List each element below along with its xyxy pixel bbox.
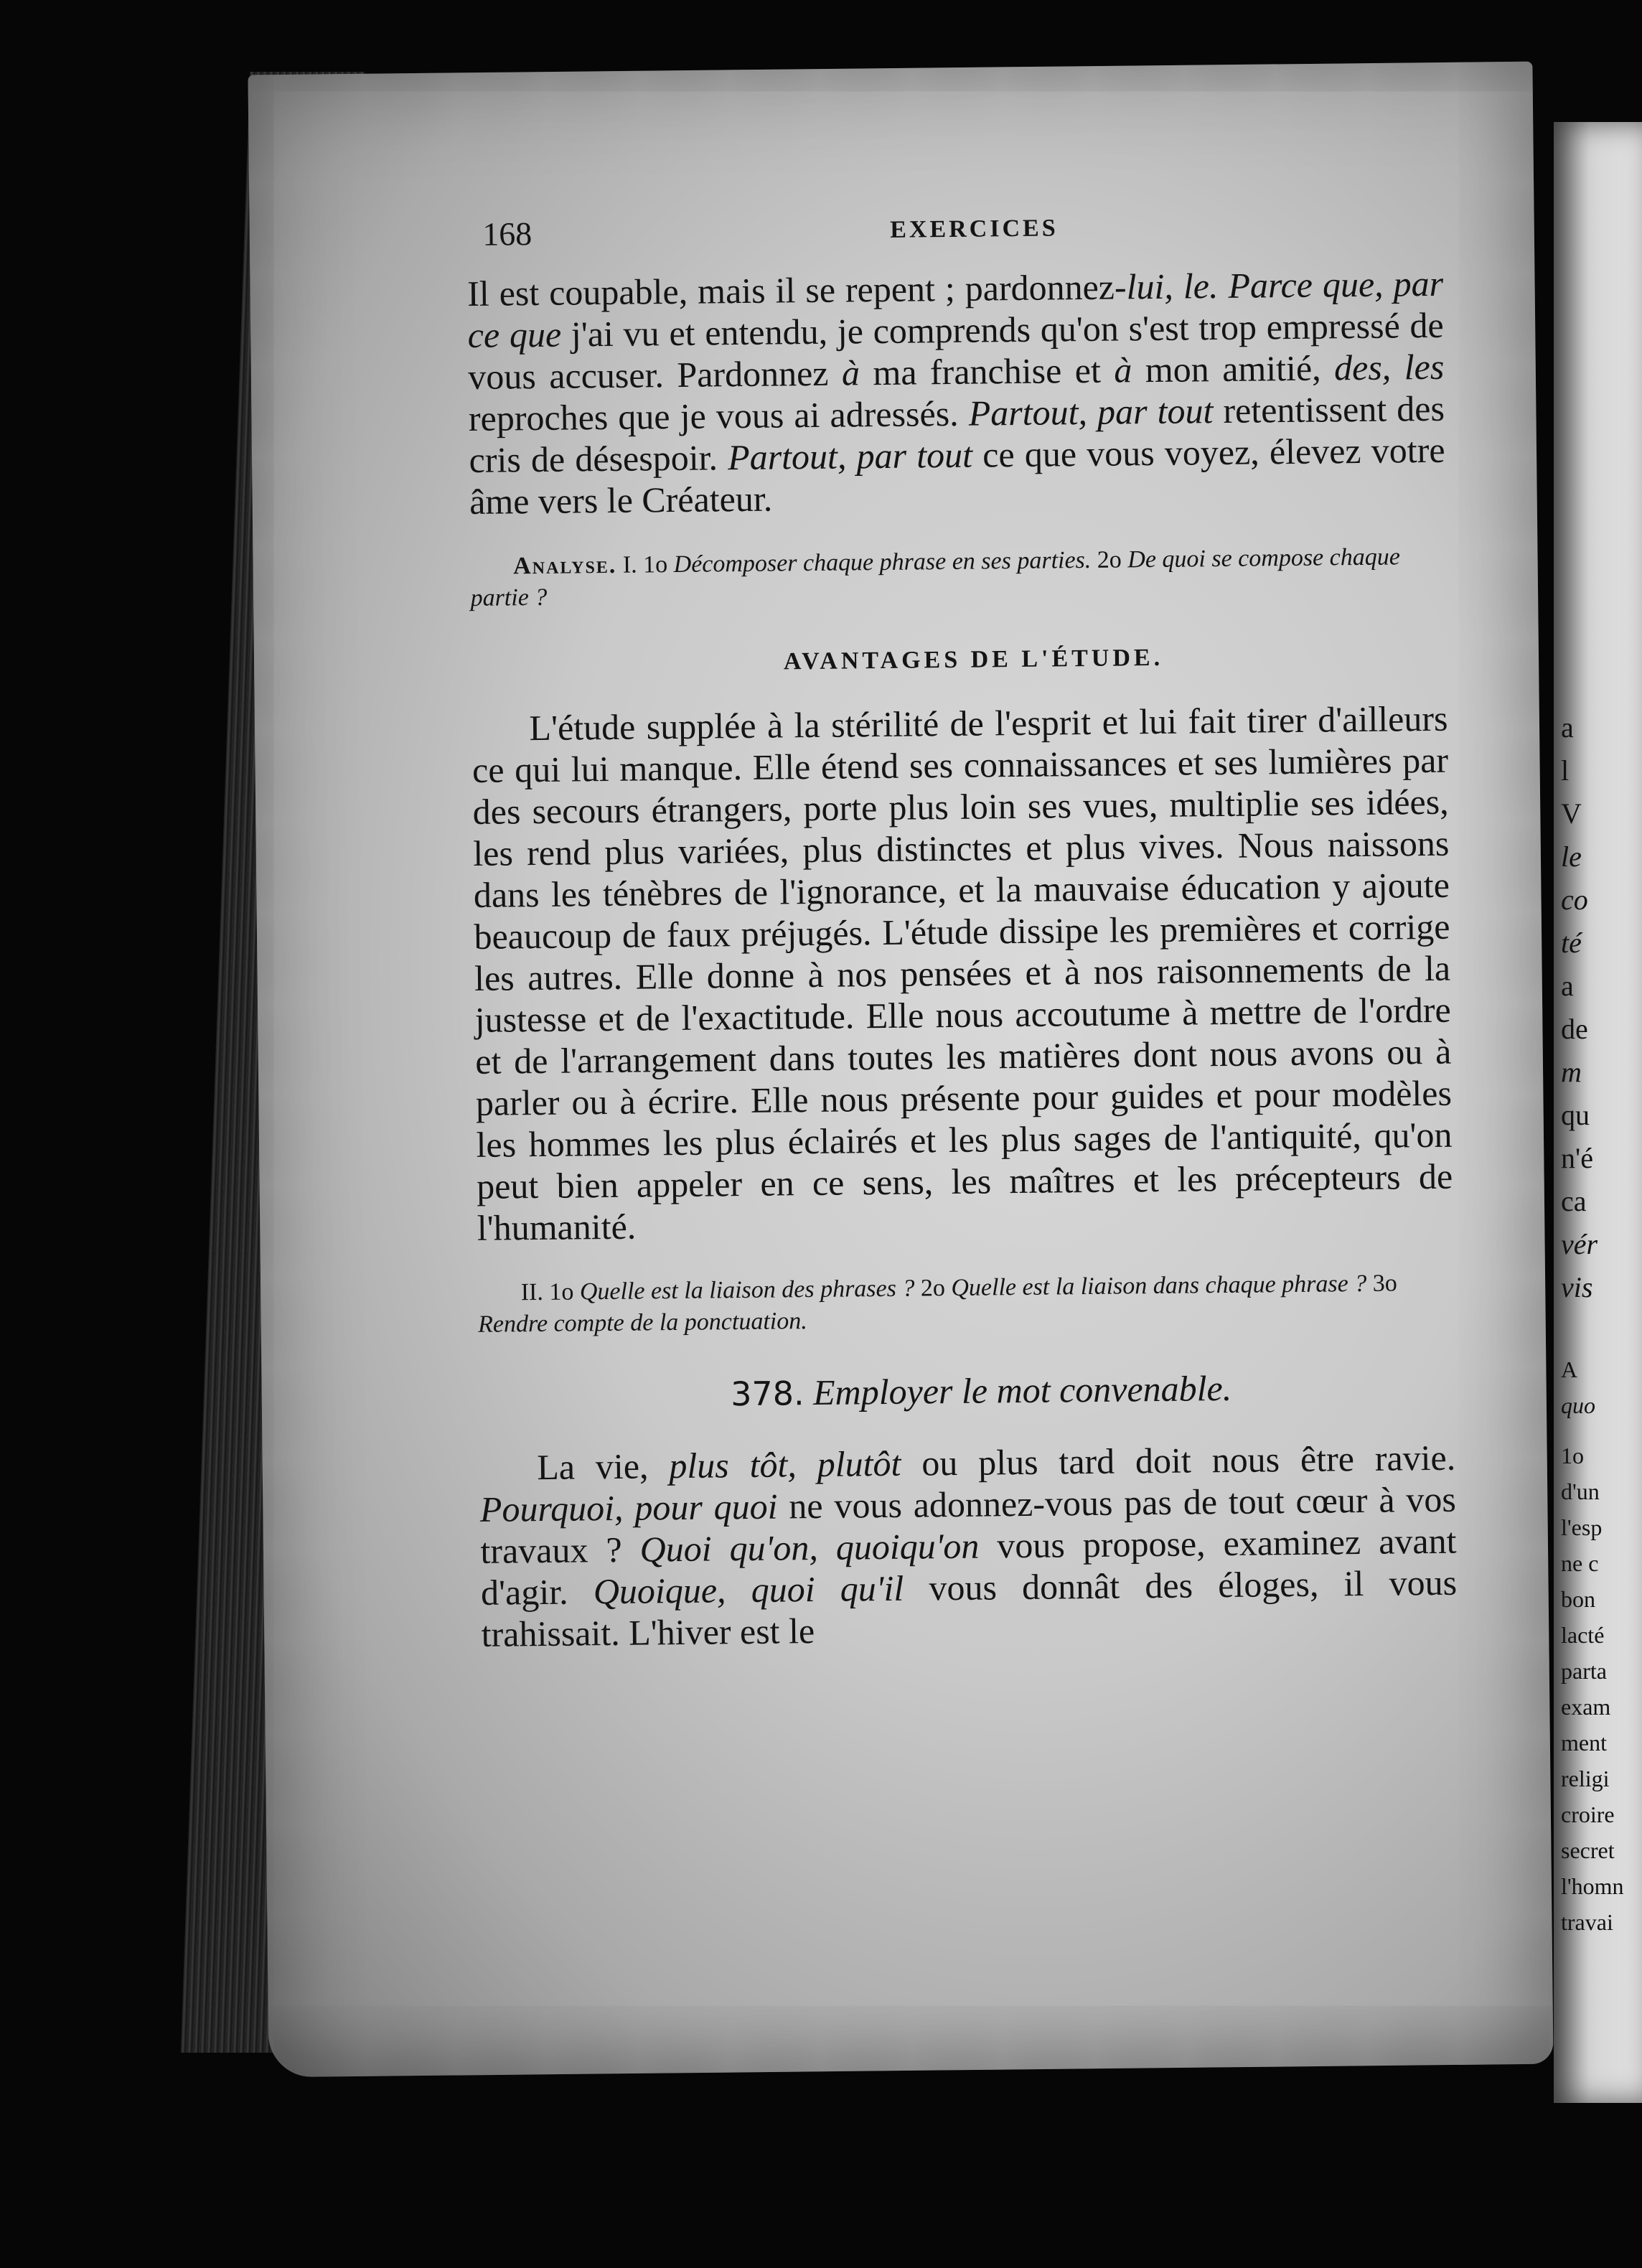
facing-fragment: l'homn [1561, 1873, 1624, 1899]
facing-fragment: l'esp [1561, 1514, 1603, 1540]
facing-fragment: co [1561, 884, 1588, 916]
exercise-number: 378. [730, 1374, 804, 1414]
study-paragraph: L'étude supplée à la stérilité de l'esprit et lui fait tirer d'ailleurs ce qui lui manque. Elle étend ses connaissances et ses lumières par des secours étrangers, porte plus loin ses vues, multiplie ses idées, les rend plus variées, plus distinctes et plus vives. Nous naissons dans les ténèbres de l'ignorance, et la mauvaise éducation y ajoute beaucoup de faux préjugés. L'étude dissipe les premières et corrige les autres. Elle donne à nos pensées et à nos raisonnements de la justesse et de l'exactitude. Elle nous accoutume à mettre de l'ordre et de l'arrangement dans toutes les matières dont nous avons ou à parler ou à écrire. Elle nous présente pour guides et pour modèles les hommes les plus éclairés et les plus sages de l'antiquité, qu'on peut bien appeler en ce sens, les maîtres et les précepteurs de l'humanité. [472, 698, 1453, 1248]
facing-fragment: exam [1561, 1694, 1611, 1720]
facing-fragment: ca [1561, 1185, 1587, 1217]
facing-page [1554, 122, 1642, 2103]
page-number: 168 [482, 215, 533, 253]
facing-fragment: ment [1561, 1730, 1607, 1756]
page-header [466, 205, 1443, 273]
facing-fragment: parta [1561, 1658, 1607, 1684]
page-content [466, 205, 1458, 1655]
facing-fragment: A [1561, 1356, 1578, 1382]
facing-fragment: le [1561, 840, 1582, 873]
facing-fragment: vér [1561, 1228, 1598, 1260]
section-title: AVANTAGES DE L'ÉTUDE. [783, 644, 1164, 675]
analysis-note-2: II. 1o Quelle est la liaison des phrases ? 2o Quelle est la liaison dans chaque phrase ? 3o Rendre compte de la ponctuation. [477, 1270, 1397, 1338]
exercise-paragraph-1: Il est coupable, mais il se repent ; pardonnez-lui, le. Parce que, par ce que j'ai vu et entendu, je comprends qu'on s'est trop empressé de vous accuser. Pardonnez à ma franchise et à mon amitié, des, les reproches que je vous ai adressés. Partout, par tout retentissent des cris de désespoir. Partout, par tout ce que vous voyez, élevez votre âme vers le Créateur. [466, 263, 1445, 522]
facing-fragment: de [1561, 1013, 1588, 1045]
running-title: EXERCICES [890, 215, 1059, 243]
exercise-paragraph-378: La vie, plus tôt, plutôt ou plus tard doit nous être ravie. Pourquoi, pour quoi ne vous adonnez-vous pas de tout cœur à vos travaux ? Quoi qu'on, quoiqu'on vous propose, examinez avant d'agir. Quoique, quoi qu'il vous donnât des éloges, il vous trahissait. L'hiver est le [479, 1437, 1458, 1654]
facing-fragment: croire [1561, 1801, 1615, 1827]
facing-fragment: travai [1561, 1909, 1613, 1935]
facing-fragment: m [1561, 1056, 1582, 1088]
facing-fragment: V [1561, 797, 1582, 830]
facing-fragment: 1o [1561, 1443, 1584, 1468]
facing-fragment: ne c [1561, 1550, 1599, 1576]
facing-fragment: qu [1561, 1099, 1590, 1131]
exercise-title: Employer le mot convenable. [812, 1367, 1232, 1413]
facing-fragment: n'é [1561, 1142, 1593, 1174]
exercise-heading [507, 1365, 1455, 1417]
facing-fragment: vis [1561, 1271, 1593, 1303]
facing-fragment: d'un [1561, 1479, 1600, 1504]
facing-fragment: bon [1561, 1586, 1595, 1612]
facing-fragment: a [1561, 711, 1574, 744]
facing-fragment: quo [1561, 1392, 1595, 1418]
facing-fragment: a [1561, 970, 1574, 1002]
facing-fragment: secret [1561, 1837, 1615, 1863]
facing-fragment: té [1561, 927, 1582, 959]
facing-fragment: religi [1561, 1766, 1610, 1791]
analysis-note-1: Analyse. I. 1o Décomposer chaque phrase en ses parties. 2o De quoi se compose chaque partie ? [470, 543, 1401, 611]
facing-fragment: lacté [1561, 1622, 1605, 1648]
facing-fragment: l [1561, 754, 1570, 787]
